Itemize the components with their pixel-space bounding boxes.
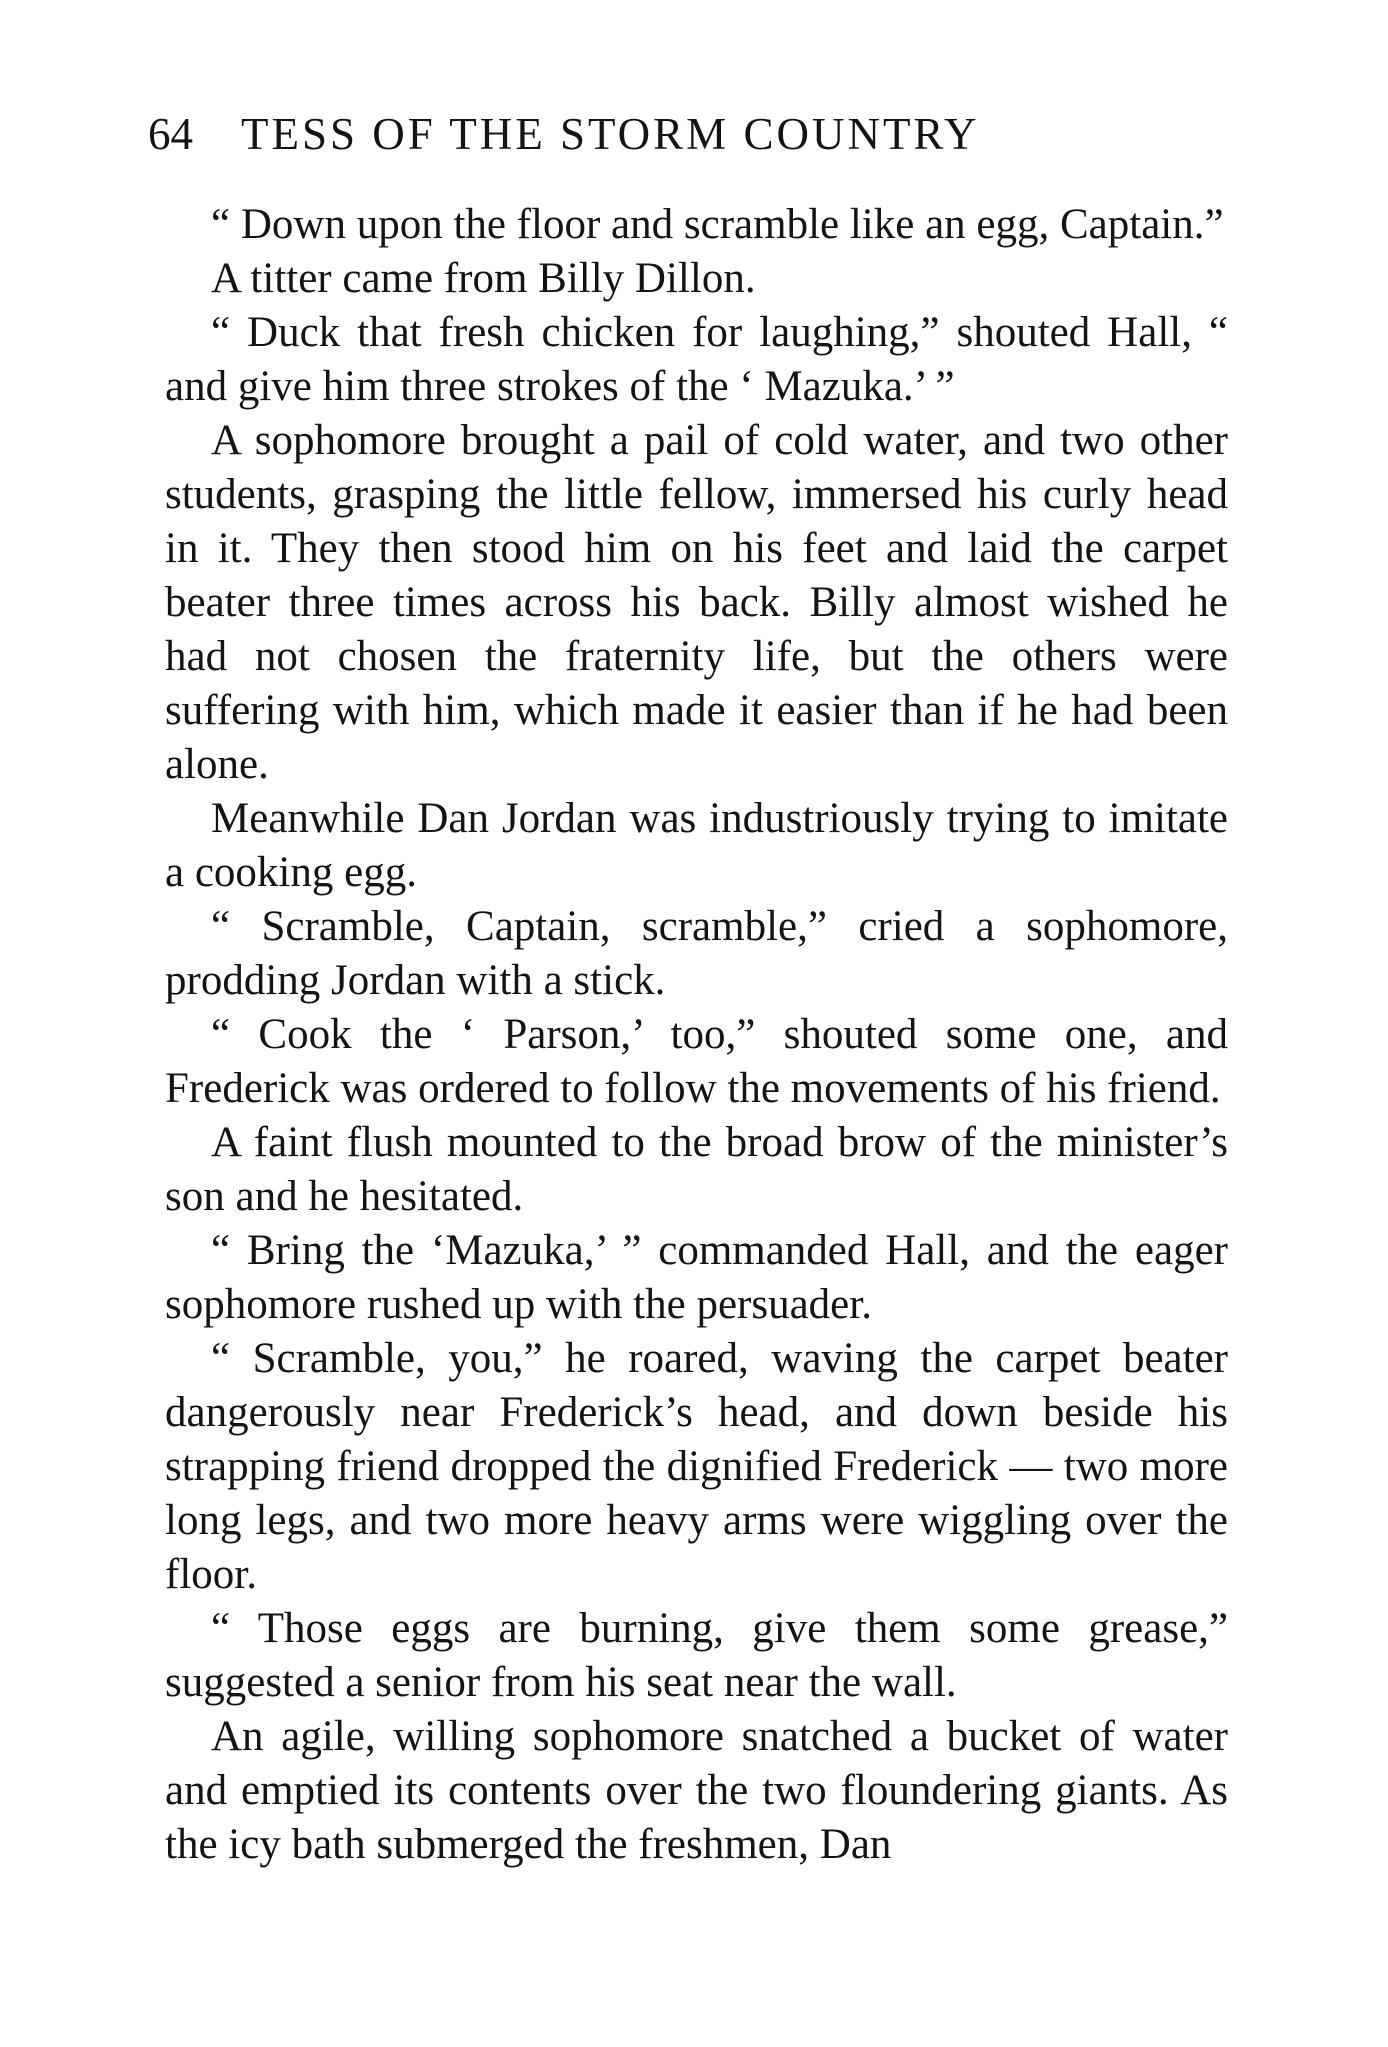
paragraph: A faint flush mounted to the broad brow of the minister’s son and he hesitated. [165, 1119, 1228, 1220]
paragraph: A titter came from Billy Dillon. [211, 255, 756, 302]
paragraph: An agile, willing sophomore snatched a bucket of water and emptied its contents over the two floundering giants. As the icy bath submerged the freshmen, Dan [165, 1713, 1228, 1868]
page-body [165, 198, 1228, 1872]
paragraph: Meanwhile Dan Jordan was industriously trying to imitate a cooking egg. [165, 795, 1228, 896]
running-header [148, 108, 1228, 168]
paragraph: “ Scramble, Captain, scramble,” cried a sophomore, prodding Jordan with a stick. [165, 903, 1228, 1004]
paragraph: “ Bring the ‘Mazuka,’ ” commanded Hall, and the eager sophomore rushed up with the persuader. [165, 1227, 1228, 1328]
paragraph: “ Cook the ‘ Parson,’ too,” shouted some one, and Frederick was ordered to follow the movements of his friend. [165, 1011, 1228, 1112]
paragraph: “ Scramble, you,” he roared, waving the carpet beater dangerously near Frederick’s head, and down beside his strapping friend dropped the dignified Frederick — two more long legs, and two more heavy arms were wiggling over the floor. [165, 1335, 1228, 1598]
paragraph: “ Down upon the floor and scramble like an egg, Captain.” [211, 201, 1224, 248]
page-number: 64 [148, 109, 193, 159]
paragraph: “ Duck that fresh chicken for laughing,” shouted Hall, “ and give him three strokes of the ‘ Mazuka.’ ” [165, 309, 1228, 410]
paragraph: “ Those eggs are burning, give them some grease,” suggested a senior from his seat near the wall. [165, 1605, 1228, 1706]
paragraph: A sophomore brought a pail of cold water, and two other students, grasping the little fellow, immersed his curly head in it. They then stood him on his feet and laid the carpet beater three times across his back. Billy almost wished he had not chosen the fraternity life, but the others were suffering with him, which made it easier than if he had been alone. [165, 417, 1228, 788]
running-title: TESS OF THE STORM COUNTRY [241, 109, 980, 159]
